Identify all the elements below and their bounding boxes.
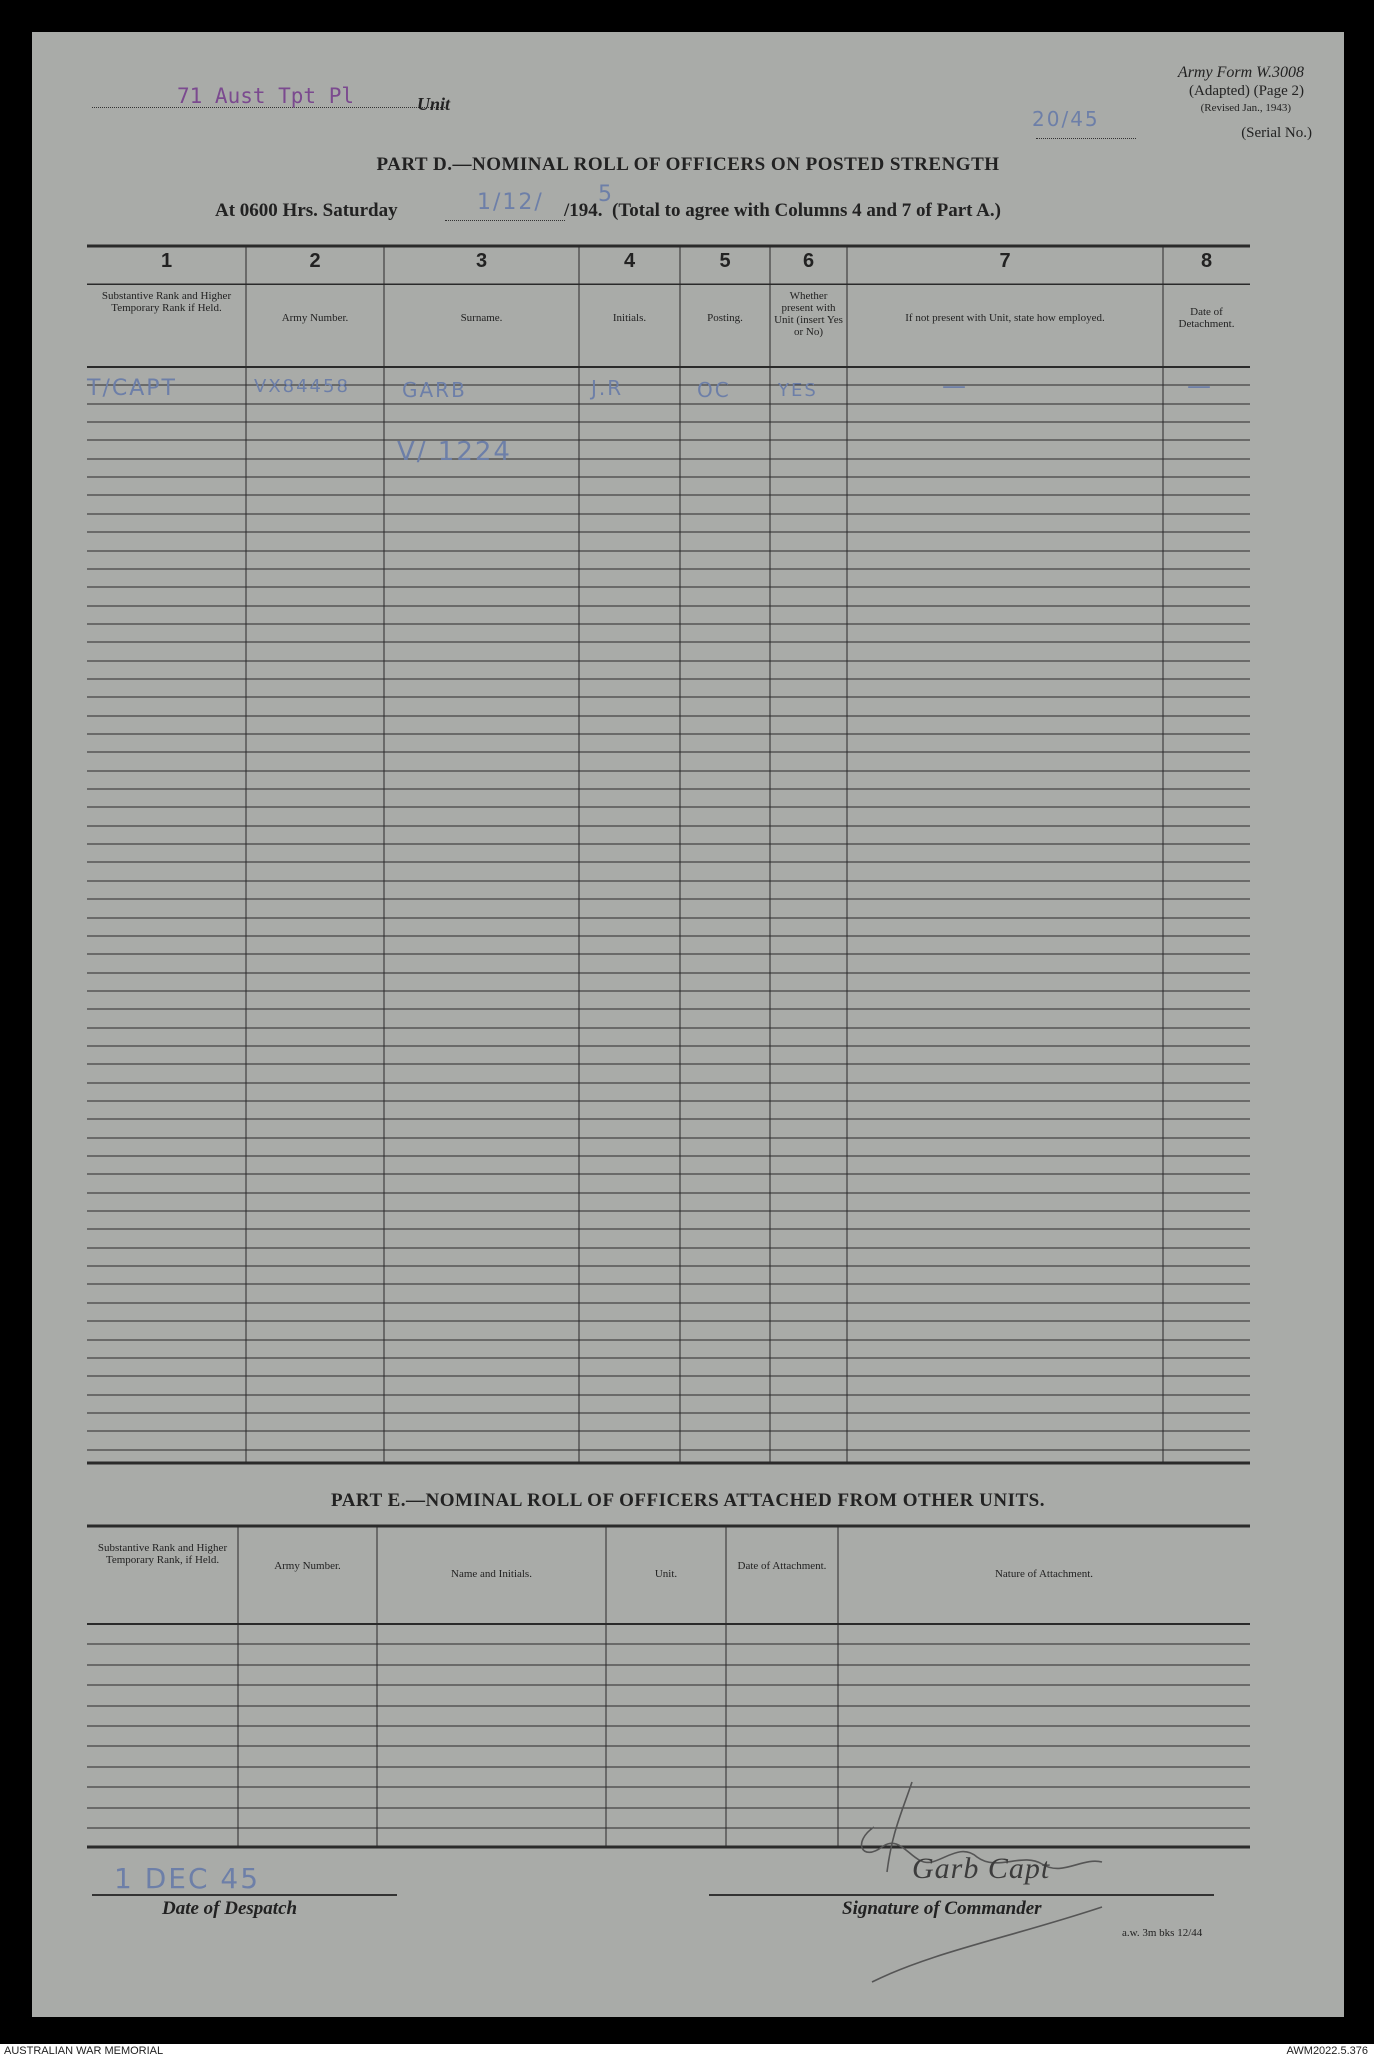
entry-number: VX84458 — [254, 376, 350, 397]
column-number: 7 — [999, 250, 1011, 272]
column-header: Posting. — [707, 312, 743, 324]
archive-footer — [0, 2044, 1374, 2061]
date-value: 1/12/ — [477, 190, 544, 215]
part-e-column-header: Nature of Attachment. — [994, 1568, 1094, 1580]
column-number: 5 — [719, 250, 731, 272]
signature-value: Garb Capt — [912, 1852, 1051, 1885]
despatch-label: Date of Despatch — [162, 1898, 298, 1919]
year-digit: 5 — [598, 182, 614, 207]
column-header: Whether present with Unit (insert Yes or No) — [774, 290, 843, 338]
column-number: 6 — [802, 250, 815, 272]
part-d-at-text: At 0600 Hrs. Saturday — [215, 200, 398, 221]
part-e-column-header: Unit. — [654, 1568, 678, 1580]
entry-employed: — — [942, 372, 968, 400]
serial-value: 20/45 — [1032, 107, 1100, 131]
entry-rank: T/CAPT — [87, 376, 177, 401]
part-d-title: PART D.—NOMINAL ROLL OF OFFICERS ON POSTED STRENGTH — [376, 154, 1000, 175]
part-e-title: PART E.—NOMINAL ROLL OF OFFICERS ATTACHED FROM OTHER UNITS. — [331, 1490, 1045, 1511]
print-code: a.w. 3m bks 12/44 — [1122, 1927, 1203, 1939]
entry-surname: GARB — [402, 378, 467, 402]
part-d-total-note: (Total to agree with Columns 4 and 7 of Part A.) — [612, 200, 1001, 221]
column-header: Date of Detachment. — [1178, 306, 1235, 330]
form-adapted: (Adapted) (Page 2) — [1189, 83, 1304, 99]
form-sheet — [32, 32, 1344, 2017]
entry-date: — — [1187, 372, 1213, 400]
archive-left: AUSTRALIAN WAR MEMORIAL — [4, 2045, 164, 2057]
part-d-table-grid — [32, 32, 1344, 2017]
entry-note: V/ 1224 — [397, 437, 512, 467]
column-header: Initials. — [612, 312, 647, 324]
unit-label: Unit — [417, 94, 451, 114]
column-header: Surname. — [460, 312, 503, 324]
column-header: Army Number. — [281, 312, 349, 324]
entry-initials: J.R — [591, 376, 624, 400]
archive-right: AWM2022.5.376 — [1286, 2045, 1368, 2057]
part-e-column-header: Name and Initials. — [451, 1568, 532, 1580]
part-d-year: /194. — [564, 200, 603, 221]
entry-posting: OC — [697, 378, 731, 402]
unit-stamp: 71 Aust Tpt Pl — [177, 84, 355, 108]
column-number: 4 — [623, 250, 636, 272]
column-number: 8 — [1200, 250, 1213, 272]
column-number: 1 — [160, 250, 173, 272]
part-e-column-header: Army Number. — [274, 1560, 341, 1572]
part-e-column-header: Date of Attachment. — [737, 1560, 827, 1572]
column-header: Substantive Rank and Higher Temporary Rank if Held. — [101, 290, 232, 314]
signature-line — [709, 1894, 1214, 1896]
column-number: 2 — [309, 250, 321, 272]
despatch-value: 1 DEC 45 — [114, 1862, 261, 1895]
entry-present: YES — [778, 380, 818, 401]
form-name: Army Form W.3008 — [1177, 64, 1304, 81]
column-number: 3 — [475, 250, 488, 272]
form-revised: (Revised Jan., 1943) — [1200, 102, 1291, 114]
signature-label: Signature of Commander — [842, 1898, 1042, 1919]
column-header: If not present with Unit, state how employed. — [905, 312, 1105, 324]
part-e-column-header: Substantive Rank and Higher Temporary Rank, if Held. — [97, 1542, 228, 1566]
serial-label: (Serial No.) — [1241, 125, 1312, 141]
